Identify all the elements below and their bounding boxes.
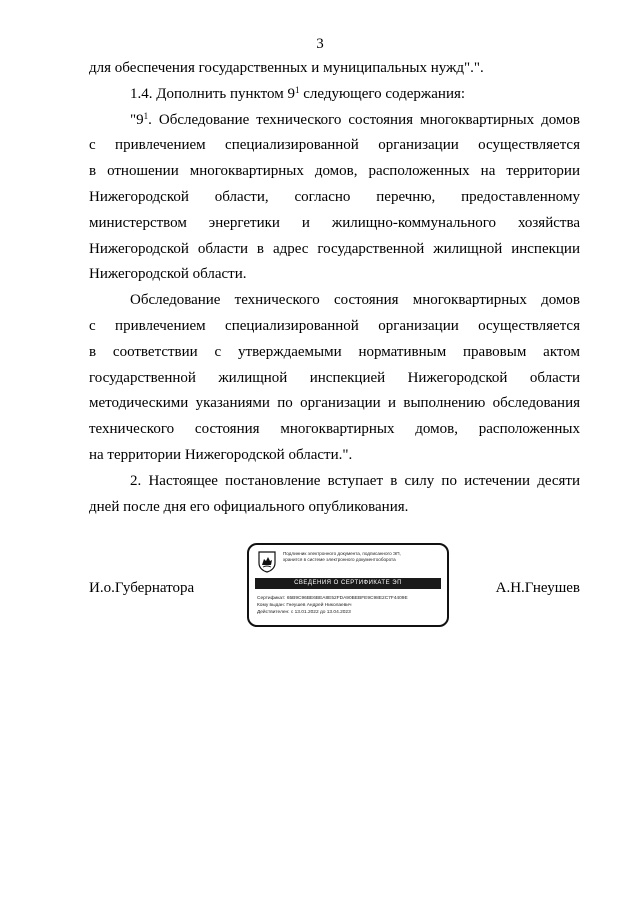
text-line: 2. Настоящее постановление вступает в силу по истечении десяти [130, 472, 580, 489]
text-line: министерством энергетики и жилищно-коммунального хозяйства [89, 214, 580, 231]
text-line: для обеспечения государственных и муниципальных нужд".". [89, 60, 484, 76]
document-body [89, 56, 580, 520]
text-line: в отношении многоквартирных домов, расположенных на территории [89, 163, 580, 180]
text-line: Нижегородской области, согласно перечню, предоставленному [89, 188, 580, 205]
text-line: дней после дня его официального опубликования. [89, 498, 409, 515]
stamp-details: Сертификат: 65B9C96BE6BEA8E52FDA90BEBFE9C98E2C7F4409E Кому выдан: Гнеушев Андрей Николаевич Действителен: с 13.01.2022 до 13.04.2023 [257, 596, 408, 615]
text-line: технического состояния многоквартирных домов, расположенных [89, 421, 580, 438]
text-line: в соответствии с утверждаемыми нормативным правовым актом [89, 343, 580, 360]
text-line: с привлечением специализированной организации осуществляется [89, 317, 580, 334]
signatory-position: И.о.Губернатора [89, 580, 195, 596]
text-line: с привлечением специализированной организации осуществляется [89, 137, 580, 154]
text-line: 1.4. Дополнить пунктом $9^1$ следующего содержания: [130, 84, 466, 102]
text-line: Нижегородской области. [89, 266, 247, 283]
signatory-name: А.Н.Гнеушев [495, 580, 580, 596]
text-line: государственной жилищной инспекцией Нижегородской области [89, 369, 580, 386]
text-line: "$9^1$. Обследование технического состояния многоквартирных домов [130, 110, 580, 128]
text-line: на территории Нижегородской области.". [89, 446, 353, 463]
stamp-header: СВЕДЕНИЯ О СЕРТИФИКАТЕ ЭП [255, 578, 441, 589]
coat-of-arms-icon [257, 551, 277, 573]
text-line: Обследование технического состояния многоквартирных домов [130, 292, 580, 309]
text-line: методическими указаниями по организации и выполнению обследования [89, 395, 580, 412]
text-line: Нижегородской области в адрес государственной жилищной инспекции [89, 240, 580, 257]
page-number: 3 [316, 36, 324, 52]
e-signature-stamp [247, 543, 449, 627]
stamp-note: Подлинник электронного документа, подписанного ЭП, хранится в системе электронного документооборота [283, 551, 401, 562]
